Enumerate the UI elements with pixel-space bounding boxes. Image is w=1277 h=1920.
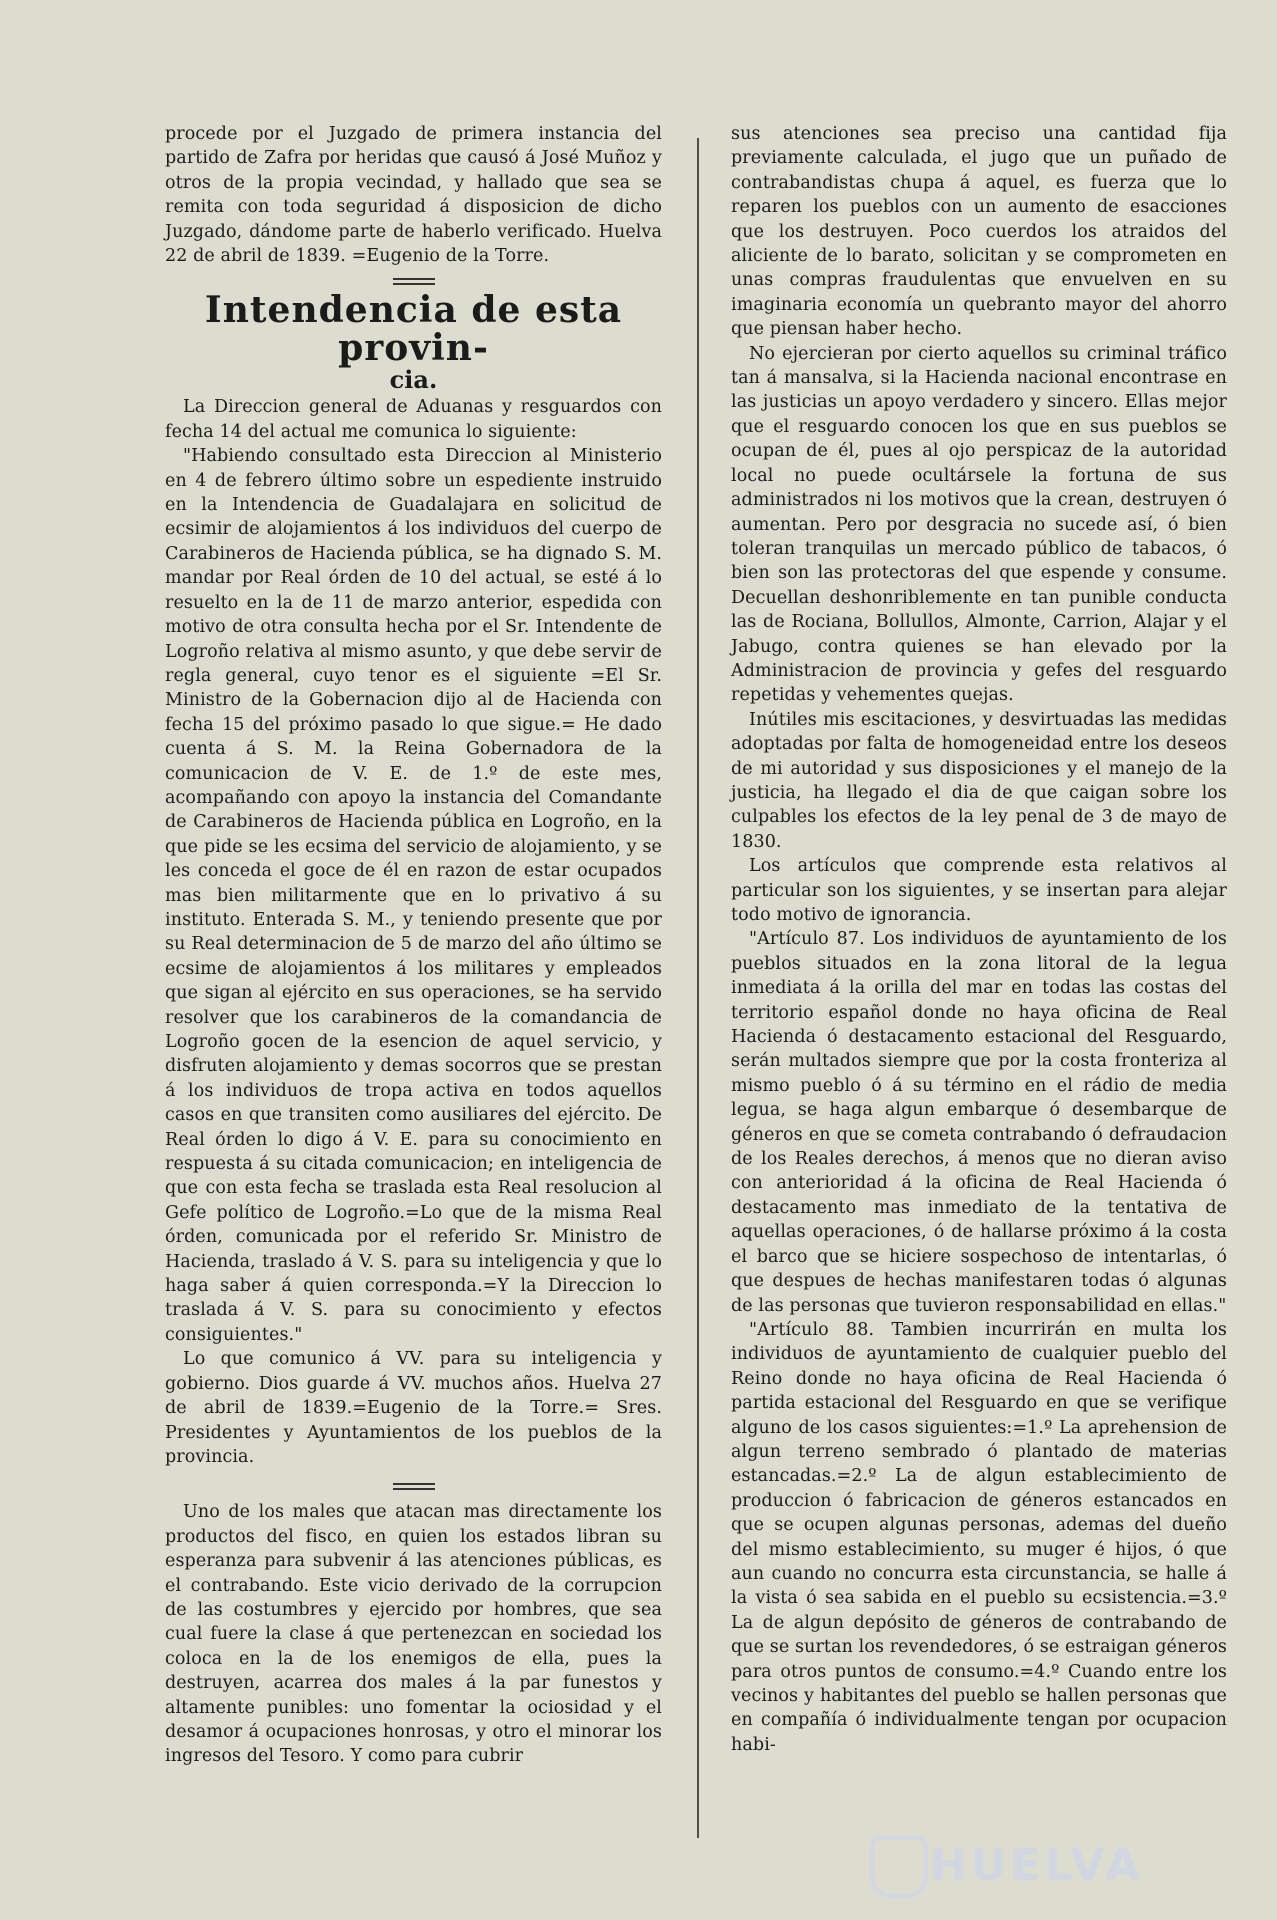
- watermark: HUELVA: [930, 1840, 1144, 1891]
- paragraph: No ejercieran por cierto aquellos su criminal tráfico tan á mansalva, si la Hacienda nacional encontrase en las justicias un apoyo verdadero y sincero. Ellas mejor que el resguardo conocen los que en sus pueblos se ocupan de él, pues al ojo perspicaz de la autoridad local no puede ocultársele la fortuna de sus administrados ni los motivos que la crean, destruyen ó aumentan. Pero por desgracia no sucede así, ó bien toleran tranquilas un mercado público de tabacos, ó bien son las protectoras del que espende y consume. Decuellan deshonriblemente en tan punible conducta las de Rociana, Bollullos, Almonte, Carrion, Alajar y el Jabugo, contra quienes se han elevado por la Administracion de provincia y gefes del resguardo repetidas y vehementes quejas.: [731, 343, 1227, 706]
- article-88: "Artículo 88. Tambien incurrirán en multa los individuos de ayuntamiento de cualquier pueblo del Reino donde no haya oficina de Real Hacienda ó partida estacional del Resguardo en que se verifique alguno de los casos siguientes:=1.º La aprehension de algun terreno sembrado ó plantado de materias estancadas.=2.º La de algun establecimiento de produccion ó fabricacion de géneros estancados en que se ocupen algunas personas, ademas del dueño del mismo establecimiento, su muger é hijos, ó que aun cuando no concurra esta circunstancia, se halle á la vista ó sea sabida en el pueblo su ecsistencia.=3.º La de algun depósito de géneros de contrabando de que se surtan los revendedores, ó se estraigan géneros para otros puntos de consumo.=4.º Cuando entre los vecinos y habitantes del pueblo se hallen personas que en compañía ó individualmente tengan por ocupacion habi-: [731, 1319, 1227, 1755]
- closing-paragraph: Uno de los males que atacan mas directamente los productos del fisco, en quien los estados libran su esperanza para subvenir á las atenciones públicas, es el contrabando. Este vicio derivado de la corrupcion de las costumbres y ejercido por hombres, que sea cual fuere la clase á que pertenezcan en sociedad los coloca en la de los enemigos de ella, pues la destruyen, acarrea dos males á la par funestos y altamente punibles: uno fomentar la ociosidad y el desamor á ocupaciones honrosas, y otro el minorar los ingresos del Tesoro. Y como para cubrir: [165, 1502, 662, 1767]
- intro-paragraph: procede por el Juzgado de primera instancia del partido de Zafra por heridas que causó á José Muñoz y otros de la propia vecindad, y hallado que sea se remita con toda seguridad á disposicion de dicho Juzgado, dándome parte de haberlo verificado. Huelva 22 de abril de 1839. =Eugenio de la Torre.: [165, 124, 662, 267]
- separator: [393, 1483, 435, 1490]
- paragraph: sus atenciones sea preciso una cantidad fija previamente calculada, el jugo que un puñado de contrabandistas chupa á aquel, es fuerza que lo reparen los pueblos con un aumento de esacciones que los destruyen. Poco cuerdos los atraidos del aliciente de lo barato, solicitan y se comprometen en unas compras fraudulentas que envuelven en su imaginaria economía un quebranto mayor del ahorro que piensan haber hecho.: [731, 124, 1227, 340]
- watermark-emblem-icon: [870, 1836, 928, 1898]
- paragraph: La Direccion general de Aduanas y resguardos con fecha 14 del actual me comunica lo siguiente:: [165, 397, 662, 442]
- right-column: [731, 122, 1227, 1757]
- paragraph: "Habiendo consultado esta Direccion al Ministerio en 4 de febrero último sobre un espediente instruido en la Intendencia de Guadalajara en solicitud de ecsimir de alojamientos á los individuos del cuerpo de Carabineros de Hacienda pública, se ha dignado S. M. mandar por Real órden de 10 del actual, se esté á lo resuelto en la de 11 de marzo anterior, espedida con motivo de otra consulta hecha por el Sr. Intendente de Logroño relativa al mismo asunto, y que debe servir de regla general, cuyo tenor es el siguiente =El Sr. Ministro de la Gobernacion dijo al de Hacienda con fecha 15 del próximo pasado lo que sigue.= He dado cuenta á S. M. la Reina Gobernadora de la comunicacion de V. E. de 1.º de este mes, acompañando con apoyo la instancia del Comandante de Carabineros de Hacienda pública en Logroño, en la que pide se les ecsima del servicio de alojamiento, y se les conceda el goce de él en razon de estar ocupados mas bien militarmente que en lo privativo á su instituto. Enterada S. M., y teniendo presente que por su Real determinacion de 5 de marzo del año último se ecsime de alojamientos á los militares y empleados que sigan al ejército en sus operaciones, se ha servido resolver que los carabineros de la comandancia de Logroño gocen de la esencion de aquel servicio, y disfruten alojamiento y demas socorros que se prestan á los individuos de tropa activa en todos aquellos casos en que transiten como ausiliares del ejército. De Real órden lo digo á V. E. para su conocimiento en respuesta á su citada comunicacion; en inteligencia de que con esta fecha se traslada esta Real resolucion al Gefe político de Logroño.=Lo que de la misma Real órden, comunicada por el referido Sr. Ministro de Hacienda, traslado á V. S. para su inteligencia y que lo haga saber á quien corresponda.=Y la Direccion lo traslada á V. S. para su conocimiento y efectos consiguientes.": [165, 446, 662, 1345]
- section-title: Intendencia de esta provin-: [204, 289, 623, 370]
- section-title-tail: cia.: [389, 365, 438, 395]
- separator: [393, 278, 435, 285]
- left-column: [165, 122, 662, 1769]
- paragraph: Lo que comunico á VV. para su inteligencia y gobierno. Dios guarde á VV. muchos años. Huelva 27 de abril de 1839.=Eugenio de la Torre.= Sres. Presidentes y Ayuntamientos de los pueblos de la provincia.: [165, 1349, 662, 1467]
- article-87: "Artículo 87. Los individuos de ayuntamiento de los pueblos situados en la zona litoral de la legua inmediata á la orilla del mar en todas las costas del territorio español donde no haya oficina de Real Hacienda ó destacamento estacional del Resguardo, serán multados siempre que por la costa fronteriza al mismo pueblo ó á su término en el rádio de media legua, se haga algun embarque ó desembarque de géneros en que se cometa contrabando ó defraudacion de los Reales derechos, á menos que no dieran aviso con anterioridad á la oficina de Real Hacienda ó destacamento mas inmediato de la tentativa de aquellas operaciones, ó de hallarse próximo á la costa el barco que se hiciere sospechoso de intentarlas, ó que despues de hechas manifestaren todas ó algunas de las personas que tuvieron responsabilidad en ellas.": [731, 929, 1227, 1316]
- paragraph: Los artículos que comprende esta relativos al particular son los siguientes, y se insertan para alejar todo motivo de ignorancia.: [731, 856, 1227, 925]
- paragraph: Inútiles mis escitaciones, y desvirtuadas las medidas adoptadas por falta de homogeneidad entre los deseos de mi autoridad y sus disposiciones y el manejo de la justicia, ha llegado el dia de que caigan sobre los culpables los efectos de la ley penal de 3 de mayo de 1830.: [731, 709, 1227, 852]
- column-divider: [697, 138, 699, 1838]
